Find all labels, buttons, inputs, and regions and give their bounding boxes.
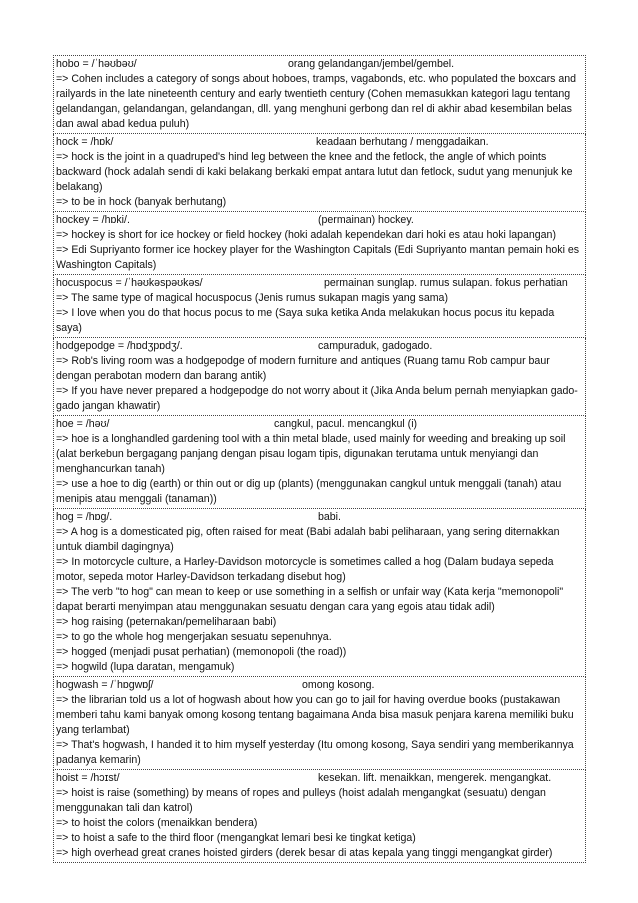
headword: hog = /hɒg/. [56,511,113,523]
example-line: => Cohen includes a category of songs about hoboes, tramps, vagabonds, etc. who populated the boxcars and railyards in the late nineteenth century and early twentieth century (Cohen memasukkan kategori lagu tentang gelandangan, gelandangan, gelandangan, dll. yang menghuni gerbong dan rel di akhir abad kesembilan belas dan awal abad kedua puluh) [56,73,577,130]
definition: babi. [318,511,341,523]
headword: hock = /hɒk/ [56,136,114,148]
definition: (permainan) hockey. [318,214,414,226]
headword: hobo = /ˈhəʊbəʊ/ [56,58,137,70]
example-line: => to be in hock (banyak berhutang) [56,196,227,208]
dictionary-entry [53,416,586,509]
example-line: => The verb "to hog" can mean to keep or use something in a selfish or unfair way (Kata kerja "memonopoli" dapat berarti menyimpan atau menggunakan sesuatu dengan cara yang egois atau tidak adil) [56,586,564,613]
definition: cangkul, pacul. mencangkul (i) [274,418,418,430]
example-line: => hogwild (lupa daratan, mengamuk) [56,661,235,673]
entry-header [56,339,583,354]
definition: orang gelandangan/jembel/gembel. [288,58,455,70]
example-line: => In motorcycle culture, a Harley-Davidson motorcycle is sometimes called a hog (Dalam budaya sepeda motor, sepeda motor Harley-Davidson terkadang disebut hog) [56,556,554,583]
example-line: => hoist is raise (something) by means of ropes and pulleys (hoist adalah mengangkat (sesuatu) dengan menggunakan tali dan katrol) [56,787,546,814]
example-line: => Edi Supriyanto former ice hockey player for the Washington Capitals (Edi Supriyanto mantan pemain hoki es Washington Capitals) [56,244,580,271]
dictionary-entry [53,275,586,338]
dictionary-document [53,55,586,863]
headword: hoe = /həʊ/ [56,418,110,430]
example-line: => to hoist a safe to the third floor (mengangkat lemari besi ke tingkat ketiga) [56,832,416,844]
dictionary-entry [53,338,586,416]
example-line: => hog raising (peternakan/pemeliharaan babi) [56,616,277,628]
entry-header [56,213,583,228]
example-line: => hoe is a longhandled gardening tool with a thin metal blade, used mainly for weeding and breaking up soil (alat berkebun bergagang panjang dengan pisau logam tipis, digunakan terutama untuk menyiangi dan menghancurkan tanah) [56,433,566,475]
headword: hogwash = /ˈhɒgwɒʃ/ [56,679,154,691]
entry-header [56,678,583,693]
dictionary-entry [53,677,586,770]
entry-header [56,510,583,525]
example-line: => the librarian told us a lot of hogwash about how you can go to jail for having overdue books (pustakawan memberi tahu kami banyak omong kosong tentang bagaimana Anda bisa masuk penjara karena memiliki buku yang terlambat) [56,694,574,736]
definition: kesekan. lift. menaikkan, mengerek. mengangkat. [318,772,552,784]
dictionary-entry [53,134,586,212]
example-line: => If you have never prepared a hodgepodge do not worry about it (Jika Anda belum pernah menyiapkan gado-gado jangan khawatir) [56,385,578,412]
entry-header [56,417,583,432]
example-line: => I love when you do that hocus pocus to me (Saya suka ketika Anda melakukan hocus pocus itu kepada saya) [56,307,555,334]
entry-header [56,276,583,291]
definition: keadaan berhutang / menggadaikan. [316,136,489,148]
example-line: => hogged (menjadi pusat perhatian) (memonopoli (the road)) [56,646,347,658]
example-line: => A hog is a domesticated pig, often raised for meat (Babi adalah babi peliharaan, yang sering diternakkan untuk diambil dagingnya) [56,526,560,553]
headword: hockey = /hɒki/. [56,214,130,226]
definition: permainan sunglap. rumus sulapan. fokus perhatian [324,277,568,289]
example-line: => to go the whole hog mengerjakan sesuatu sepenuhnya. [56,631,332,643]
dictionary-entry [53,770,586,863]
definition: campuraduk, gadogado. [318,340,433,352]
example-line: => Rob's living room was a hodgepodge of modern furniture and antiques (Ruang tamu Rob campur baur dengan perabotan modern dan barang antik) [56,355,550,382]
dictionary-entry [53,509,586,677]
dictionary-entry [53,212,586,275]
entry-header [56,771,583,786]
entry-header [56,135,583,150]
headword: hoist = /hɔɪst/ [56,772,120,784]
example-line: => high overhead great cranes hoisted girders (derek besar di atas kepala yang tinggi mengangkat girder) [56,847,553,859]
example-line: => hockey is short for ice hockey or field hockey (hoki adalah kependekan dari hoki es atau hoki lapangan) [56,229,556,241]
example-line: => The same type of magical hocuspocus (Jenis rumus sukapan magis yang sama) [56,292,448,304]
example-line: => hock is the joint in a quadruped's hind leg between the knee and the fetlock, the angle of which points backward (hock adalah sendi di kaki belakang berkaki empat antara lutut dan fetlock, sudut yang menunjuk ke belakang) [56,151,573,193]
dictionary-entry [53,55,586,134]
example-line: => to hoist the colors (menaikkan bendera) [56,817,258,829]
example-line: => use a hoe to dig (earth) or thin out or dig up (plants) (menggunakan cangkul untuk menggali (tanah) atau menipis atau menggali (tanaman)) [56,478,562,505]
headword: hocuspocus = /ˈhəʊkəspəʊkəs/ [56,277,203,289]
entry-header [56,57,583,72]
example-line: => That's hogwash, I handed it to him myself yesterday (Itu omong kosong, Saya sendiri yang memberikannya padanya kemarin) [56,739,574,766]
definition: omong kosong. [302,679,375,691]
headword: hodgepodge = /hɒdʒpɒdʒ/. [56,340,183,352]
